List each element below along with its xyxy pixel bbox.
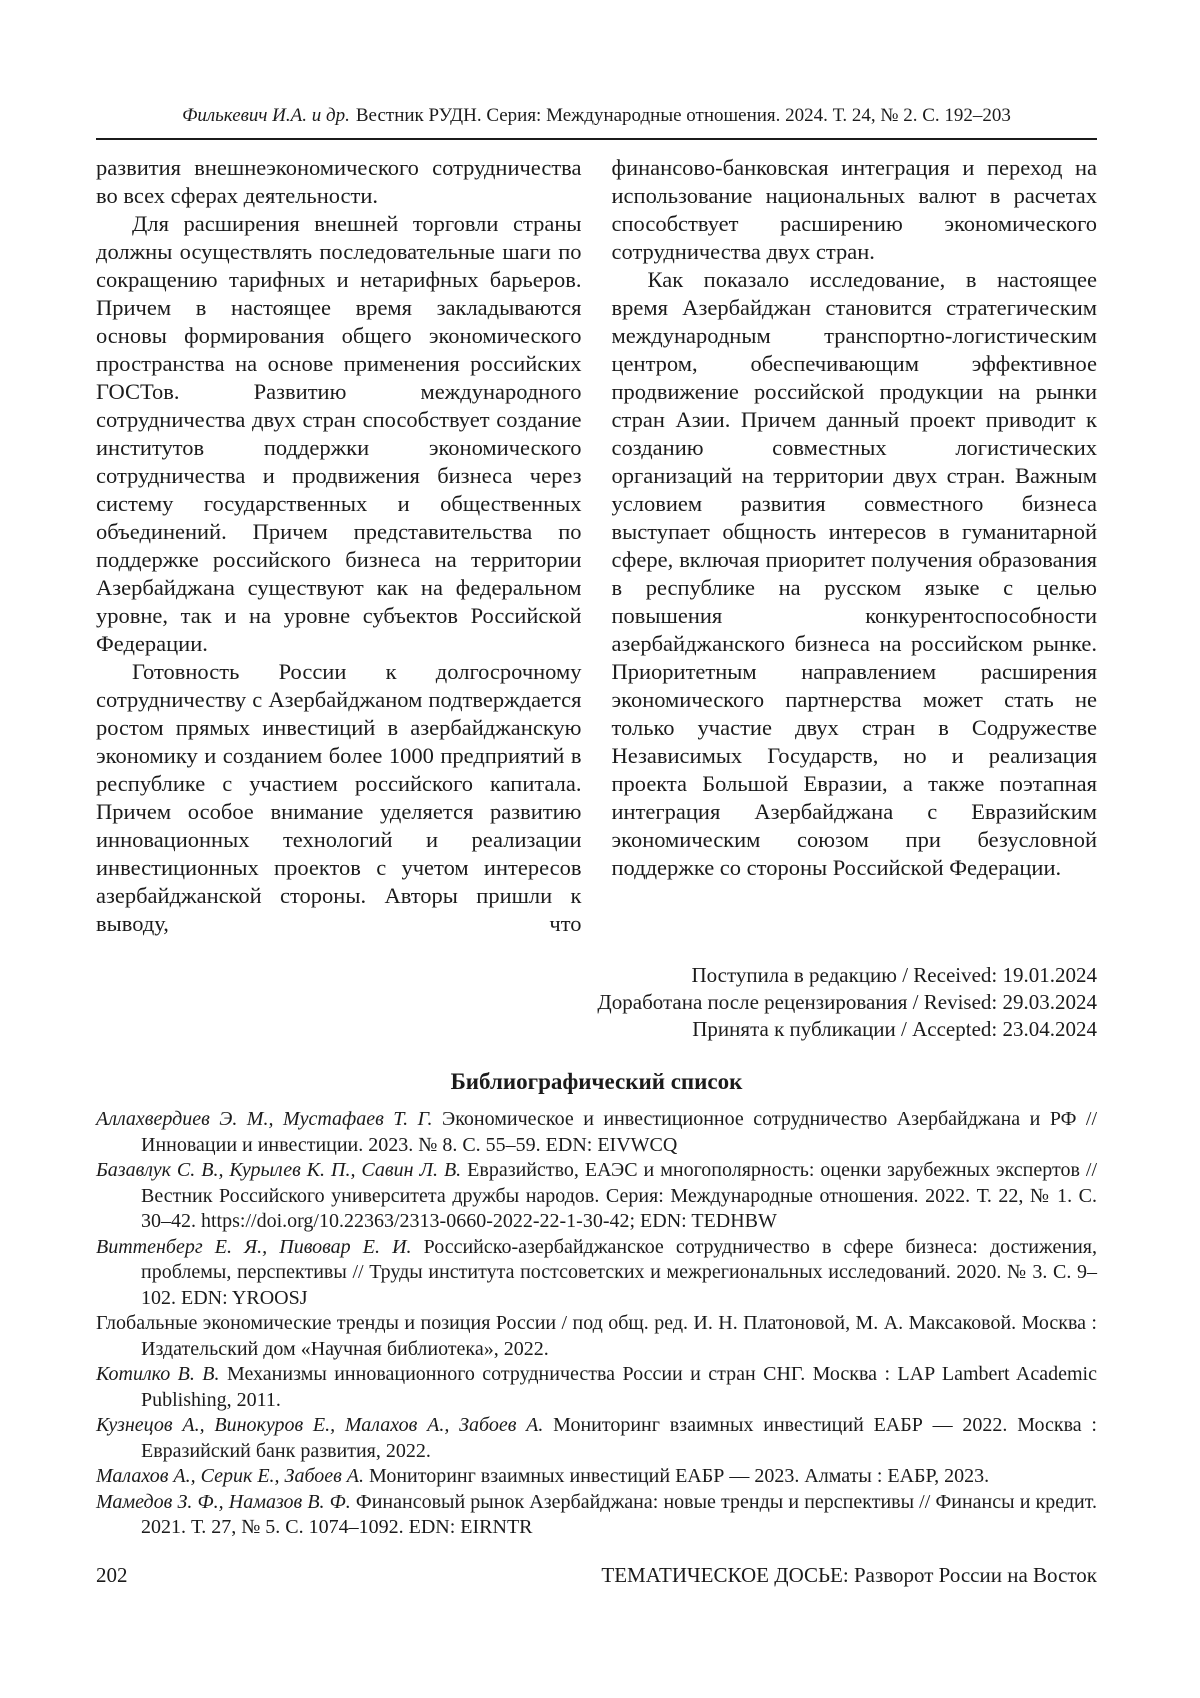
body-paragraph: Как показало исследование, в настоящее время Азербайджан становится стратегическим международным транспортно-логистическим центром, обеспечивающим эффективное продвижение российской продукции на рынки стран Азии. Причем данный проект приводит к созданию совместных логистических организаций на территории двух стран. Важным условием развития совместного бизнеса выступает общность интересов в гуманитарной сфере, включая приоритет получения образования в республике на русском языке с целью повышения конкурентоспособности азербайджанского бизнеса на российском рынке. Приоритетным направлением расширения экономического партнерства может стать не только участие двух стран в Содружестве Независимых Государств, но и реализация проекта Большой Евразии, а также поэтапная интеграция Азербайджана с Евразийским экономическим союзом при безусловной поддержке со стороны Российской Федерации.: [611, 267, 1097, 880]
page-footer: [96, 1562, 1097, 1588]
body-paragraph: Готовность России к долгосрочному сотрудничеству с Азербайджаном подтверждается ростом прямых инвестиций в азербайджанскую экономику и созданием более 1000 предприятий в республике с участием российского капитала. Причем особое внимание уделяется развитию инновационных технологий и реализации инвестиционных проектов с учетом интересов азербайджанской стороны. Авторы пришли к выводу, что: [96, 659, 582, 936]
header-source: Вестник РУДН. Серия: Международные отношения. 2024. Т. 24, № 2. С. 192–203: [355, 105, 1011, 126]
entry-text: Механизмы инновационного сотрудничества России и стран СНГ. Москва : LAP Lambert Academic Publishing, 2011.: [141, 1363, 1097, 1411]
right-column: [612, 154, 1098, 938]
entry-text: Экономическое и инвестиционное сотрудничество Азербайджана и РФ // Инновации и инвестиции. 2023. № 8. С. 55–59. EDN: EIVWCQ: [141, 1108, 1097, 1156]
page-number: 202: [96, 1563, 128, 1587]
bibliography-entry: [96, 1362, 1097, 1413]
entry-text: Мониторинг взаимных инвестиций ЕАБР — 2022. Москва : Евразийский банк развития, 2022.: [141, 1414, 1097, 1462]
date-line: Доработана после рецензирования / Revised: 29.03.2024: [597, 990, 1097, 1014]
entry-text: Мониторинг взаимных инвестиций ЕАБР — 2023. Алматы : ЕАБР, 2023.: [364, 1465, 990, 1487]
left-column: [96, 154, 582, 938]
bibliography-title: Библиографический список: [450, 1069, 743, 1094]
entry-authors: Мамедов З. Ф., Намазов В. Ф.: [96, 1490, 351, 1513]
bibliography-list: [96, 1107, 1097, 1541]
entry-authors: Кузнецов А., Винокуров Е., Малахов А., Забоев А.: [96, 1414, 544, 1436]
bibliography-entry: [96, 1311, 1097, 1362]
entry-text: Глобальные экономические тренды и позиция России / под общ. ред. И. Н. Платоновой, М. А. Максаковой. Москва : Издательский дом «Научная библиотека», 2022.: [96, 1312, 1097, 1360]
entry-authors: Аллахвердиев Э. М., Мустафаев Т. Г.: [96, 1108, 433, 1130]
entry-text: Российско-азербайджанское сотрудничество в сфере бизнеса: достижения, проблемы, перспективы // Труды института постсоветских и межрегиональных исследований. 2020. № 3. С. 9–102. EDN: YROOSJ: [141, 1235, 1097, 1309]
bibliography-entry: [96, 1490, 1097, 1541]
article-body: [96, 154, 1097, 938]
entry-authors: Малахов А., Серик Е., Забоев А.: [96, 1465, 365, 1487]
entry-authors: Котилко В. В.: [96, 1363, 220, 1385]
header-authors: Филькевич И.А. и др.: [182, 105, 350, 126]
bibliography-entry: [96, 1235, 1097, 1312]
running-header: [96, 104, 1097, 128]
body-paragraph: Для расширения внешней торговли страны должны осуществлять последовательные шаги по сокращению тарифных и нетарифных барьеров. Причем в настоящее время закладываются основы формирования общего экономического пространства на основе применения российских ГОСТов. Развитию международного сотрудничества двух стран способствует создание институтов поддержки экономического сотрудничества и продвижения бизнеса через систему государственных и общественных объединений. Причем представительства по поддержке российского бизнеса на территории Азербайджана существуют как на федеральном уровне, так и на уровне субъектов Российской Федерации.: [96, 211, 582, 656]
bibliography-entry: [96, 1464, 1097, 1490]
body-paragraph: финансово-банковская интеграция и переход на использование национальных валют в расчетах способствует расширению экономического сотрудничества двух стран.: [611, 155, 1097, 264]
entry-authors: Виттенберг Е. Я., Пивовар Е. И.: [96, 1235, 412, 1258]
date-line: Принята к публикации / Accepted: 23.04.2024: [692, 1017, 1097, 1041]
date-line: Поступила в редакцию / Received: 19.01.2024: [691, 963, 1097, 987]
dossier-title: ТЕМАТИЧЕСКОЕ ДОСЬЕ: Разворот России на Восток: [601, 1563, 1097, 1587]
bibliography-entry: [96, 1158, 1097, 1235]
bibliography-entry: [96, 1413, 1097, 1464]
entry-text: Евразийство, ЕАЭС и многополярность: оценки зарубежных экспертов // Вестник Российского университета дружбы народов. Серия: Международные отношения. 2022. Т. 22, № 1. С. 30–42. https://doi.org/10.22363/2313-0660-2022-22-1-30-42; EDN: TEDHBW: [141, 1159, 1097, 1232]
entry-text: Финансовый рынок Азербайджана: новые тренды и перспективы // Финансы и кредит. 2021. Т. 27, № 5. С. 1074–1092. EDN: EIRNTR: [141, 1490, 1097, 1538]
body-paragraph: развития внешнеэкономического сотрудничества во всех сферах деятельности.: [96, 155, 582, 208]
header-rule: [96, 138, 1097, 140]
bibliography-entry: [96, 1107, 1097, 1158]
entry-authors: Базавлук С. В., Курылев К. П., Савин Л. В.: [96, 1159, 462, 1181]
dates-block: [96, 962, 1097, 1043]
